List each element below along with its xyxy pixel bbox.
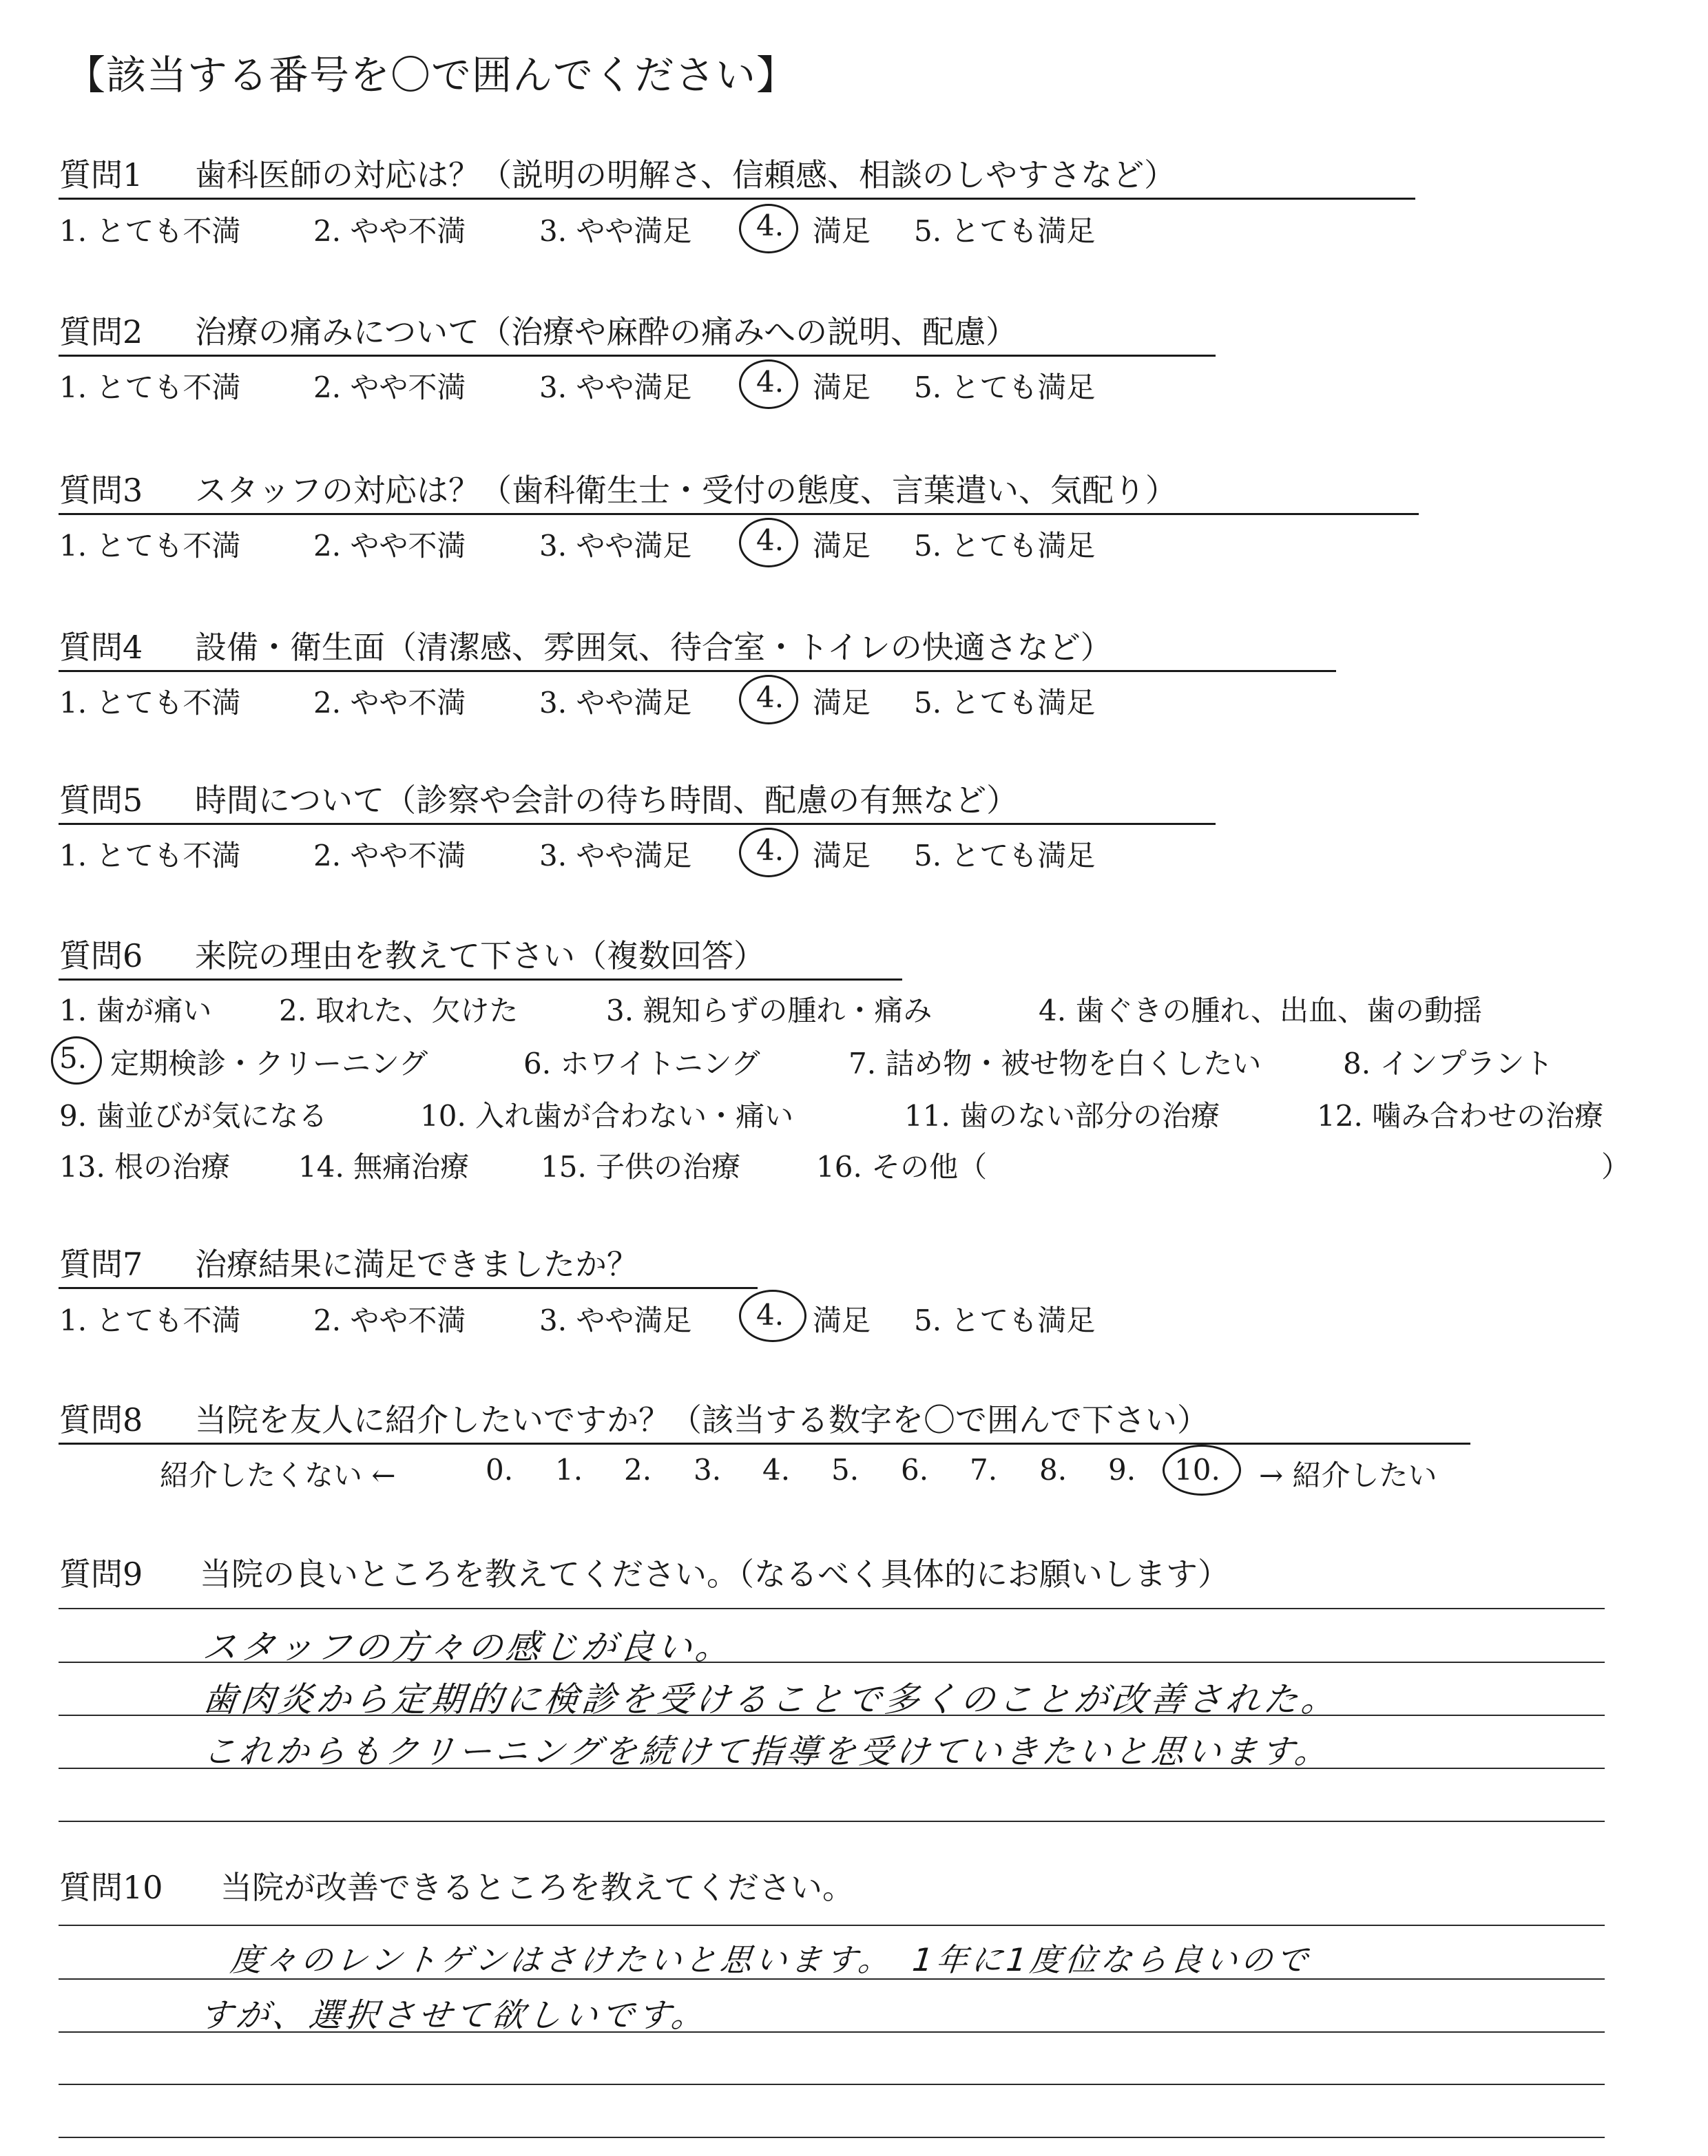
q1-option-4[interactable]: 4. xyxy=(756,209,784,242)
q6-option-1[interactable]: 1. 歯が痛い xyxy=(59,994,212,1027)
q10-text: 当院が改善できるところを教えてください。 xyxy=(220,1869,854,1906)
q6-option-13[interactable]: 13. 根の治療 xyxy=(59,1150,231,1184)
q2-underline xyxy=(59,355,1216,357)
q7-answer-circle xyxy=(739,1290,806,1342)
q4-option-4-label: 満足 xyxy=(813,686,871,720)
q2-answer-circle xyxy=(739,359,798,409)
q6-option-2[interactable]: 2. 取れた、欠けた xyxy=(279,994,519,1027)
q3-answer-circle xyxy=(739,518,798,567)
q10-handwriting-line-2: すが、選択させて欲しいです。 xyxy=(197,1996,710,2035)
q5-option-4-label: 満足 xyxy=(813,839,871,872)
q6-option-4[interactable]: 4. 歯ぐきの腫れ、出血、歯の動揺 xyxy=(1039,994,1482,1027)
q6-option-16-close: ） xyxy=(1601,1150,1631,1184)
q7-text: 治療結果に満足できましたか？ xyxy=(195,1246,638,1283)
q6-option-9[interactable]: 9. 歯並びが気になる xyxy=(59,1099,328,1133)
q5-text: 時間について（診察や会計の待ち時間、配慮の有無など） xyxy=(195,782,1019,819)
q2-option-2[interactable]: 2. やや不満 xyxy=(313,370,466,404)
q4-answer-circle xyxy=(739,675,798,724)
q8-right-label: → 紹介したい xyxy=(1259,1458,1437,1492)
q3-text: スタッフの対応は？（歯科衛生士・受付の態度、言葉遣い、気配り） xyxy=(195,472,1177,509)
q3-option-3[interactable]: 3. やや満足 xyxy=(539,529,692,563)
q7-label: 質問7 xyxy=(59,1246,143,1283)
q3-option-4-label: 満足 xyxy=(813,529,871,563)
q9-rule-5 xyxy=(59,1821,1605,1822)
q4-label: 質問4 xyxy=(59,629,143,666)
q4-option-3[interactable]: 3. やや満足 xyxy=(539,686,692,720)
q1-option-2[interactable]: 2. やや不満 xyxy=(313,214,466,248)
q10-rule-5 xyxy=(59,2137,1605,2138)
q8-scale-2[interactable]: 2. xyxy=(624,1453,652,1487)
q6-option-15[interactable]: 15. 子供の治療 xyxy=(541,1150,741,1184)
q4-text: 設備・衛生面（清潔感、雰囲気、待合室・トイレの快適さなど） xyxy=(195,629,1112,666)
q8-scale-5[interactable]: 5. xyxy=(831,1453,860,1487)
q10-handwriting-line-1: 度々のレントゲンはさけたいと思います。 1年に1度位なら良いので xyxy=(228,1941,1313,1978)
q1-option-4-label: 満足 xyxy=(813,214,871,248)
q4-option-5[interactable]: 5. とても満足 xyxy=(914,686,1096,720)
q1-answer-circle xyxy=(739,204,798,253)
q7-option-2[interactable]: 2. やや不満 xyxy=(313,1304,466,1337)
q9-handwriting-line-2: 歯肉炎から定期的に検診を受けることで多くのことが改善された。 xyxy=(200,1679,1342,1719)
q8-scale-3[interactable]: 3. xyxy=(694,1453,722,1487)
q8-scale-8[interactable]: 8. xyxy=(1039,1453,1068,1487)
q1-option-3[interactable]: 3. やや満足 xyxy=(539,214,692,248)
q9-text: 当院の良いところを教えてください。（なるべく具体的にお願いします） xyxy=(200,1556,1229,1593)
q2-option-4-label: 満足 xyxy=(813,370,871,404)
q6-option-12[interactable]: 12. 噛み合わせの治療 xyxy=(1317,1099,1604,1133)
q7-option-1[interactable]: 1. とても不満 xyxy=(59,1304,241,1337)
q6-option-8[interactable]: 8. インプラント xyxy=(1343,1047,1554,1080)
q5-option-3[interactable]: 3. やや満足 xyxy=(539,839,692,872)
q9-label: 質問9 xyxy=(59,1556,143,1593)
page-title: 【該当する番号を〇で囲んでください】 xyxy=(65,52,798,98)
q8-scale-7[interactable]: 7. xyxy=(970,1453,998,1487)
q6-answer-circle xyxy=(51,1036,102,1085)
q8-scale-4[interactable]: 4. xyxy=(762,1453,791,1487)
q8-answer-circle xyxy=(1163,1445,1241,1496)
q6-option-16[interactable]: 16. その他（ xyxy=(816,1150,988,1184)
q10-rule-1 xyxy=(59,1925,1605,1926)
q10-rule-4 xyxy=(59,2084,1605,2085)
q7-option-4[interactable]: 4. xyxy=(756,1298,784,1332)
q7-option-3[interactable]: 3. やや満足 xyxy=(539,1304,692,1337)
q9-rule-1 xyxy=(59,1608,1605,1609)
q5-answer-circle xyxy=(739,828,798,877)
q5-label: 質問5 xyxy=(59,782,143,819)
q2-option-1[interactable]: 1. とても不満 xyxy=(59,370,241,404)
q4-option-2[interactable]: 2. やや不満 xyxy=(313,686,466,720)
q5-underline xyxy=(59,823,1216,825)
q8-scale-6[interactable]: 6. xyxy=(901,1453,929,1487)
q7-option-5[interactable]: 5. とても満足 xyxy=(914,1304,1096,1337)
q6-option-11[interactable]: 11. 歯のない部分の治療 xyxy=(904,1099,1220,1133)
q7-option-4-label: 満足 xyxy=(813,1304,871,1337)
q5-option-5[interactable]: 5. とても満足 xyxy=(914,839,1096,872)
q2-label: 質問2 xyxy=(59,313,143,350)
q3-underline xyxy=(59,513,1419,515)
q8-scale-0[interactable]: 0. xyxy=(486,1453,514,1487)
q5-option-1[interactable]: 1. とても不満 xyxy=(59,839,241,872)
q6-label: 質問6 xyxy=(59,937,143,974)
q6-option-7[interactable]: 7. 詰め物・被せ物を白くしたい xyxy=(848,1047,1262,1080)
q1-option-1[interactable]: 1. とても不満 xyxy=(59,214,241,248)
q9-handwriting-line-1: スタッフの方々の感じが良い。 xyxy=(200,1627,736,1667)
q8-scale-9[interactable]: 9. xyxy=(1108,1453,1136,1487)
q2-text: 治療の痛みについて（治療や麻酔の痛みへの説明、配慮） xyxy=(195,313,1018,350)
q6-option-10[interactable]: 10. 入れ歯が合わない・痛い xyxy=(420,1099,794,1133)
q1-underline xyxy=(59,198,1415,200)
q6-option-14[interactable]: 14. 無痛治療 xyxy=(298,1150,470,1184)
q6-text: 来院の理由を教えて下さい（複数回答） xyxy=(195,937,765,974)
q8-scale-1[interactable]: 1. xyxy=(555,1453,583,1487)
q5-option-4[interactable]: 4. xyxy=(756,833,784,867)
q6-option-5-label: 定期検診・クリーニング xyxy=(110,1047,428,1080)
q3-label: 質問3 xyxy=(59,472,143,509)
q1-text: 歯科医師の対応は？（説明の明解さ、信頼感、相談のしやすさなど） xyxy=(195,156,1176,193)
q3-option-1[interactable]: 1. とても不満 xyxy=(59,529,241,563)
q8-label: 質問8 xyxy=(59,1401,143,1438)
q1-label: 質問1 xyxy=(59,156,143,193)
q5-option-2[interactable]: 2. やや不満 xyxy=(313,839,466,872)
q3-option-2[interactable]: 2. やや不満 xyxy=(313,529,466,563)
q7-underline xyxy=(59,1287,758,1289)
q2-option-5[interactable]: 5. とても満足 xyxy=(914,370,1096,404)
q3-option-5[interactable]: 5. とても満足 xyxy=(914,529,1096,563)
q10-label: 質問10 xyxy=(59,1869,163,1906)
q6-option-5[interactable]: 5. xyxy=(59,1041,87,1075)
q8-left-label: 紹介したくない ← xyxy=(160,1458,396,1492)
q8-underline xyxy=(59,1443,1470,1445)
q6-option-6[interactable]: 6. ホワイトニング xyxy=(523,1047,760,1080)
q1-option-5[interactable]: 5. とても満足 xyxy=(914,214,1096,248)
q4-option-1[interactable]: 1. とても不満 xyxy=(59,686,241,720)
q6-option-3[interactable]: 3. 親知らずの腫れ・痛み xyxy=(606,994,933,1027)
q4-underline xyxy=(59,670,1336,672)
q8-scale-10[interactable]: 10. xyxy=(1174,1453,1220,1487)
q9-handwriting-line-3: これからもクリーニングを続けて指導を受けていきたいと思います。 xyxy=(200,1733,1333,1771)
q4-option-4[interactable]: 4. xyxy=(756,680,784,714)
q3-option-4[interactable]: 4. xyxy=(756,523,784,557)
q2-option-3[interactable]: 3. やや満足 xyxy=(539,370,692,404)
q8-text: 当院を友人に紹介したいですか？（該当する数字を〇で囲んで下さい） xyxy=(195,1401,1209,1438)
q6-underline xyxy=(59,978,902,981)
q2-option-4[interactable]: 4. xyxy=(756,365,784,399)
